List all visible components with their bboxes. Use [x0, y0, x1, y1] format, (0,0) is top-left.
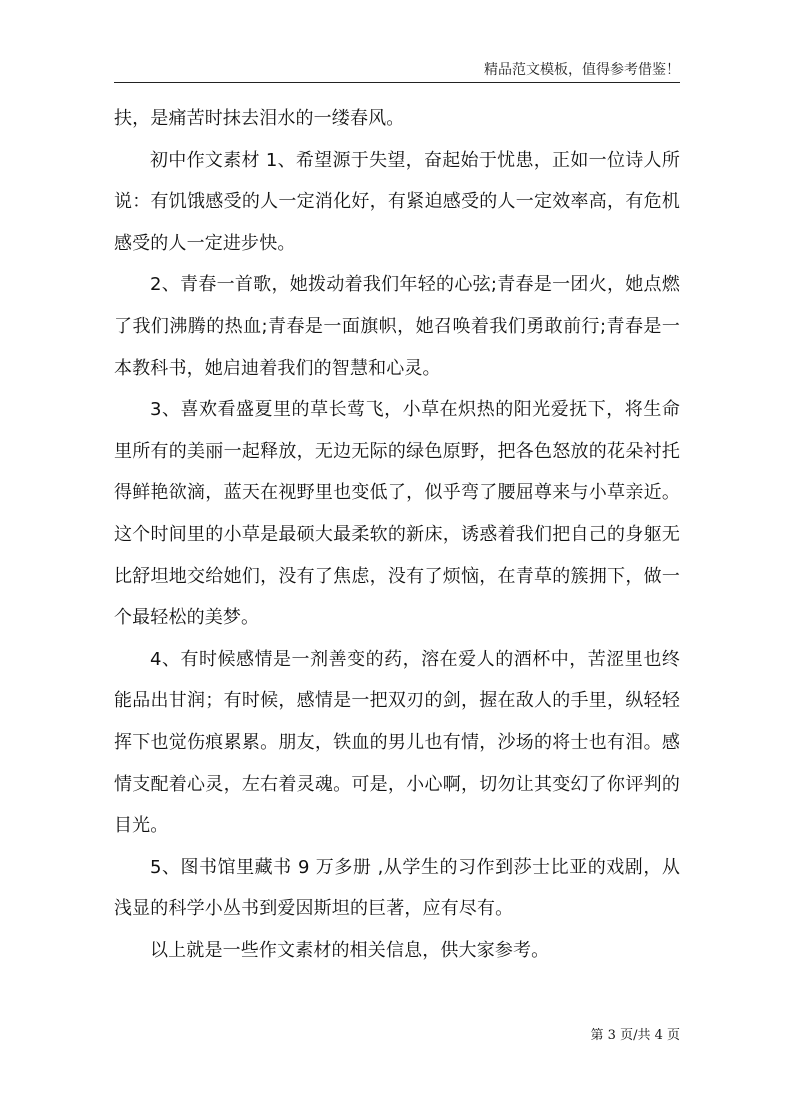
paragraph-1: 初中作文素材 1、希望源于失望，奋起始于忧患，正如一位诗人所说：有饥饿感受的人一定消化好，有紧迫感受的人一定效率高，有危机感受的人一定进步快。 — [114, 149, 680, 254]
page-header: 精品范文模板，值得参考借鉴！ — [114, 58, 680, 83]
paragraph-5: 5、图书馆里藏书 9 万多册 ,从学生的习作到莎士比亚的戏剧，从浅显的科学小丛书到爱因斯坦的巨著，应有尽有。 — [114, 856, 680, 920]
article-body — [114, 98, 680, 971]
page-number: 第 3 页/共 4 页 — [590, 1028, 680, 1043]
paragraph-continuation: 扶，是痛苦时抹去泪水的一缕春风。 — [114, 108, 405, 129]
paragraph-4: 4、有时候感情是一剂善变的药，溶在爱人的酒杯中，苦涩里也终能品出甘润；有时候，感情是一把双刃的剑，握在敌人的手里，纵轻轻挥下也觉伤痕累累。朋友，铁血的男儿也有情，沙场的将士也有泪。感情支配着心灵，左右着灵魂。可是，小心啊，切勿让其变幻了你评判的目光。 — [114, 648, 680, 837]
paragraph-conclusion: 以上就是一些作文素材的相关信息，供大家参考。 — [150, 939, 550, 961]
paragraph-2: 2、青春一首歌，她拨动着我们年轻的心弦;青春是一团火，她点燃了我们沸腾的热血;青春是一面旗帜，她召唤着我们勇敢前行;青春是一本教科书，她启迪着我们的智慧和心灵。 — [114, 274, 680, 379]
paragraph-3: 3、喜欢看盛夏里的草长莺飞，小草在炽热的阳光爱抚下，将生命里所有的美丽一起释放，无边无际的绿色原野，把各色怒放的花朵衬托得鲜艳欲滴，蓝天在视野里也变低了，似乎弯了腰屈尊来与小草亲近。这个时间里的小草是最硕大最柔软的新床，诱惑着我们把自己的身躯无比舒坦地交给她们，没有了焦虑，没有了烦恼，在青草的簇拥下，做一个最轻松的美梦。 — [114, 399, 680, 629]
